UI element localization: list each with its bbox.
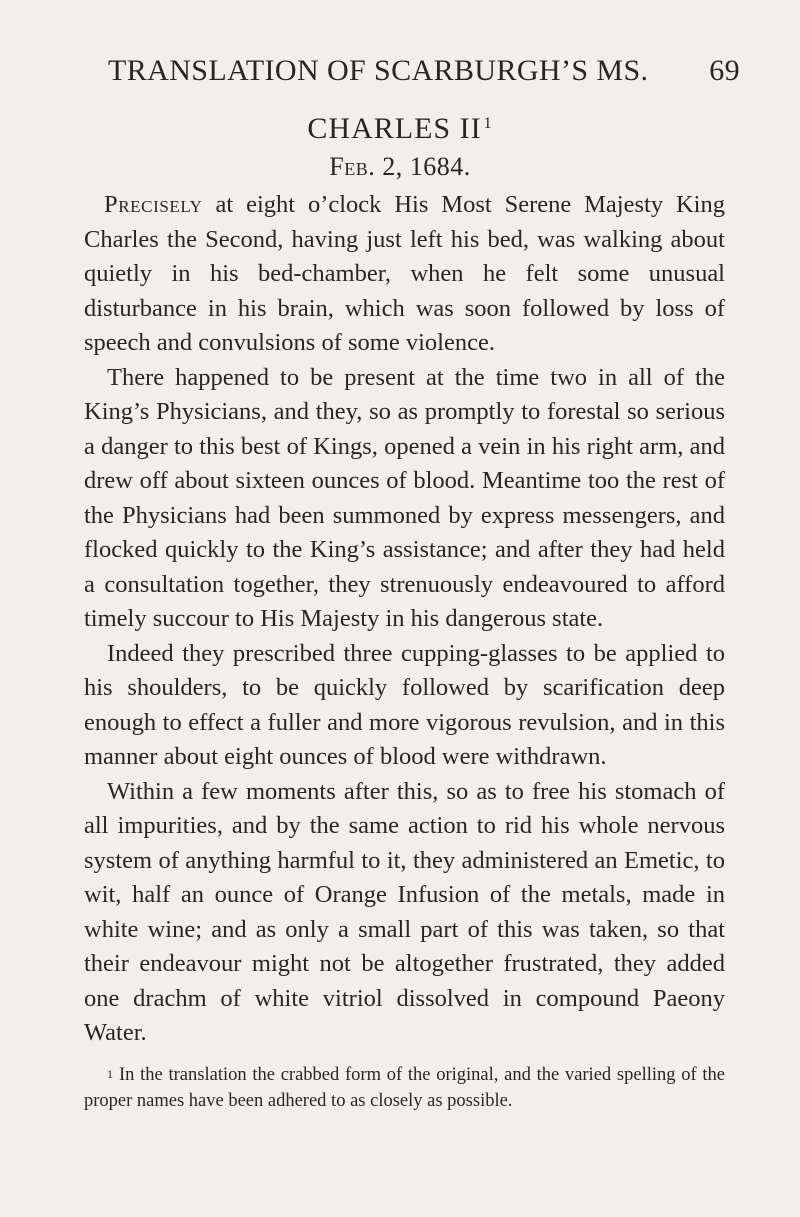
paragraph: [84, 188, 725, 361]
footnote-marker: 1: [107, 1067, 113, 1081]
chapter-title-text: CHARLES II: [307, 112, 482, 145]
paragraph-lead-word: Precisely: [104, 191, 203, 218]
page-number: 69: [709, 54, 740, 87]
paragraph: Indeed they prescribed three cupping-glasses to be applied to his shoulders, to be quickly followed by scarification deep enough to effect a fuller and more vigorous revulsion, and in this manner about eight ounces of blood were withdrawn.: [84, 639, 725, 770]
dateline: Feb. 2, 1684.: [329, 152, 471, 181]
paragraph: Within a few moments after this, so as to free his stomach of all impurities, and by the same action to rid his whole nervous system of anything harmful to it, they administered an Emetic, to wit, half an ounce of Orange Infusion of the metals, made in white wine; and as only a small part of this was taken, so that their endeavour might not be altogether frustrated, they added one drachm of white vitriol dissolved in compound Paeony Water.: [84, 777, 725, 1046]
footnote-paragraph: [84, 1062, 725, 1114]
chapter-title: [0, 112, 800, 146]
footnote-reference: 1: [483, 115, 493, 132]
body-text: [84, 188, 725, 1051]
paragraph: There happened to be present at the time two in all of the King’s Physicians, and they, so as promptly to forestal so serious a danger to this best of Kings, opened a vein in his right arm, and drew off about sixteen ounces of blood. Meantime too the rest of the Physicians had been summoned by express messengers, and flocked quickly to the King’s assistance; and after they had held a consultation together, they strenuously endeavoured to afford timely succour to His Majesty in his dangerous state.: [84, 363, 725, 632]
footnote-text: In the translation the crabbed form of the original, and the varied spelling of the proper names have been adhered to as closely as possible.: [84, 1065, 725, 1111]
paragraph-text: at eight o’clock His Most Serene Majesty King Charles the Second, having just left his bed, was walking about quietly in his bed-chamber, when he felt some unusual disturbance in his brain, which was soon followed by loss of speech and convulsions of some violence.: [84, 191, 725, 356]
running-head: [108, 54, 740, 88]
running-title: TRANSLATION OF SCARBURGH’S MS.: [108, 54, 649, 87]
footnote: [84, 1062, 725, 1114]
